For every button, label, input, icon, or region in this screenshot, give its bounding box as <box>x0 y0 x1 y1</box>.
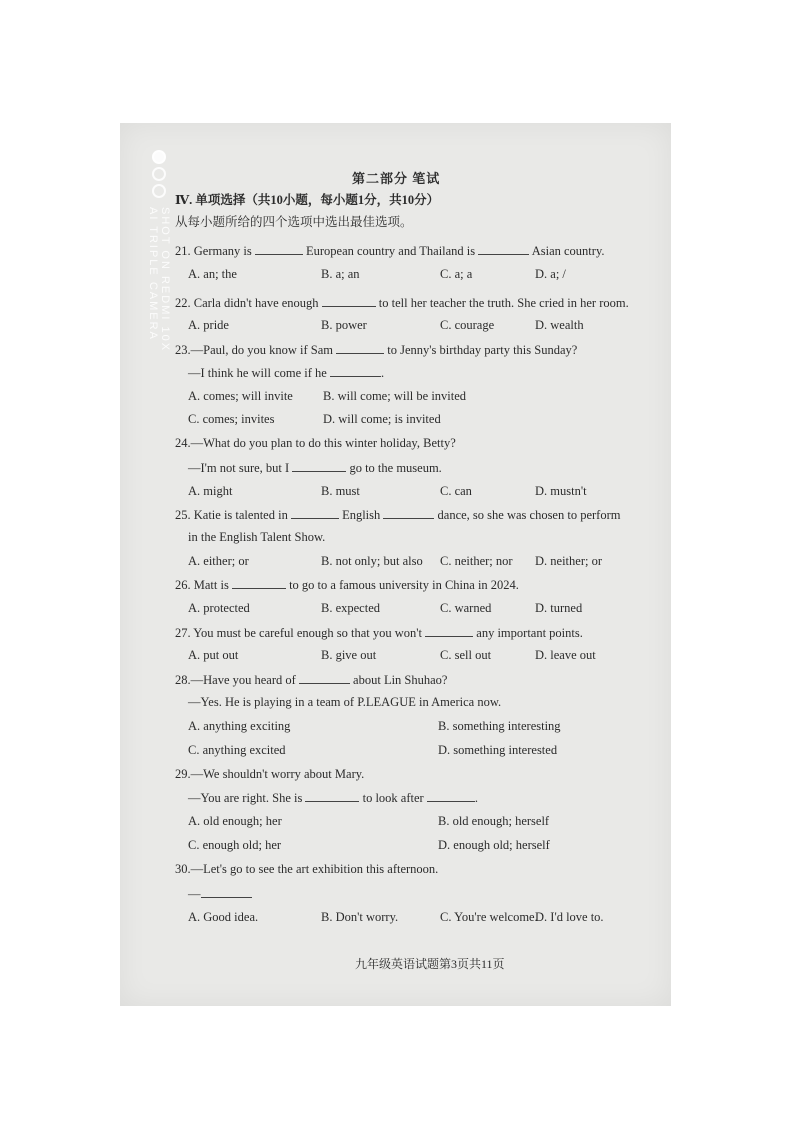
question-reply <box>188 886 252 902</box>
question-stem <box>175 672 447 688</box>
question-text: . <box>380 366 385 380</box>
answer-blank[interactable] <box>383 507 434 519</box>
answer-blank[interactable] <box>425 625 473 637</box>
instruction: 从每小题所给的四个选项中选出最佳选项。 <box>175 215 413 229</box>
answer-blank[interactable] <box>291 507 339 519</box>
question-stem <box>175 295 629 311</box>
answer-option[interactable]: B. something interesting <box>438 719 561 733</box>
question-text: 25. Katie is talented in <box>175 508 291 522</box>
answer-option[interactable]: D. mustn't <box>535 484 587 498</box>
answer-option[interactable]: A. an; the <box>188 267 237 281</box>
question-text: —I think he will come if he <box>188 366 330 380</box>
answer-option[interactable]: C. courage <box>440 318 495 332</box>
question-stem <box>175 767 364 782</box>
answer-option[interactable]: A. protected <box>188 601 250 615</box>
answer-option[interactable]: D. leave out <box>535 648 596 662</box>
watermark-text: SHOT ON REDMI 10X AI TRIPLE CAMERA <box>147 207 171 353</box>
question-reply <box>188 790 478 806</box>
answer-option[interactable]: C. comes; invites <box>188 412 275 426</box>
answer-option[interactable]: A. Good idea. <box>188 910 259 924</box>
question-stem <box>175 625 583 641</box>
answer-option[interactable]: D. enough old; herself <box>438 838 550 852</box>
question-stem <box>175 436 456 451</box>
question-text: any important points. <box>473 626 583 640</box>
answer-option[interactable]: C. sell out <box>440 648 492 662</box>
answer-option[interactable]: B. must <box>321 484 360 498</box>
answer-blank[interactable] <box>322 295 376 307</box>
question-text: to Jenny's birthday party this Sunday? <box>384 343 578 357</box>
answer-blank[interactable] <box>336 342 384 354</box>
answer-option[interactable]: C. warned <box>440 601 492 615</box>
question-text: European country and Thailand is <box>302 244 479 258</box>
answer-option[interactable]: A. old enough; her <box>188 814 282 828</box>
answer-option[interactable]: C. can <box>440 484 472 498</box>
part-title: 第二部分 笔试 <box>352 171 441 186</box>
answer-option[interactable]: D. something interested <box>438 743 558 757</box>
question-text: dance, so she was chosen to perform <box>434 508 621 522</box>
question-text: —I'm not sure, but I <box>188 461 293 475</box>
question-text: 21. Germany is <box>175 244 255 258</box>
answer-blank[interactable] <box>299 672 350 684</box>
page-footer: 九年级英语试题第3页共11页 <box>355 957 505 971</box>
answer-option[interactable]: D. turned <box>535 601 583 615</box>
question-stem <box>175 342 577 358</box>
camera-watermark <box>148 150 170 352</box>
answer-option[interactable]: C. enough old; her <box>188 838 282 852</box>
question-text: to go to a famous university in China in 2024. <box>285 578 519 592</box>
question-text: Asian country. <box>529 244 605 258</box>
question-text: English <box>338 508 384 522</box>
question-reply <box>188 695 501 710</box>
question-text: 30.—Let's go to see the art exhibition this afternoon. <box>175 862 439 876</box>
section-title: Ⅳ. 单项选择（共10小题，每小题1分，共10分） <box>175 193 440 207</box>
answer-blank[interactable] <box>232 577 286 589</box>
question-text: 29.—We shouldn't worry about Mary. <box>175 767 365 781</box>
question-text: 27. You must be careful enough so that you won't <box>175 626 426 640</box>
question-text: —You are right. She is <box>188 791 306 805</box>
question-text: —Yes. He is playing in a team of P.LEAGUE in America now. <box>188 695 502 709</box>
question-stem <box>175 243 605 259</box>
watermark-dot-icon <box>152 184 166 198</box>
question-text: go to the museum. <box>346 461 442 475</box>
question-stem <box>175 577 519 593</box>
answer-option[interactable]: A. either; or <box>188 554 249 568</box>
question-reply <box>188 460 442 476</box>
watermark-dot-icon <box>152 167 166 181</box>
question-text: — <box>188 887 201 901</box>
answer-option[interactable]: B. not only; but also <box>321 554 423 568</box>
question-text: 26. Matt is <box>175 578 232 592</box>
question-text: to tell her teacher the truth. She cried in her room. <box>375 296 629 310</box>
answer-option[interactable]: A. might <box>188 484 233 498</box>
answer-option[interactable]: C. a; a <box>440 267 473 281</box>
question-stem <box>175 862 438 877</box>
answer-option[interactable]: A. pride <box>188 318 229 332</box>
answer-blank[interactable] <box>201 886 252 898</box>
answer-option[interactable]: B. will come; will be invited <box>323 389 467 403</box>
answer-option[interactable]: D. neither; or <box>535 554 602 568</box>
answer-blank[interactable] <box>427 790 475 802</box>
answer-option[interactable]: B. expected <box>321 601 381 615</box>
answer-blank[interactable] <box>478 243 529 255</box>
answer-option[interactable]: A. anything exciting <box>188 719 291 733</box>
answer-option[interactable]: D. wealth <box>535 318 584 332</box>
question-text: about Lin Shuhao? <box>349 673 448 687</box>
question-text: to look after <box>359 791 427 805</box>
answer-option[interactable]: A. put out <box>188 648 239 662</box>
answer-option[interactable]: B. a; an <box>321 267 360 281</box>
answer-option[interactable]: D. I'd love to. <box>535 910 604 924</box>
question-reply <box>188 365 384 381</box>
answer-blank[interactable] <box>255 243 303 255</box>
answer-blank[interactable] <box>305 790 359 802</box>
answer-option[interactable]: B. power <box>321 318 367 332</box>
answer-option[interactable]: D. will come; is invited <box>323 412 441 426</box>
answer-option[interactable]: C. neither; nor <box>440 554 513 568</box>
answer-option[interactable]: C. You're welcome. <box>440 910 538 924</box>
question-text: . <box>474 791 478 805</box>
answer-option[interactable]: B. give out <box>321 648 377 662</box>
answer-option[interactable]: A. comes; will invite <box>188 389 293 403</box>
answer-blank[interactable] <box>292 460 346 472</box>
answer-blank[interactable] <box>330 365 381 377</box>
question-continuation: in the English Talent Show. <box>188 530 326 544</box>
question-stem <box>175 507 620 523</box>
answer-option[interactable]: C. anything excited <box>188 743 286 757</box>
question-text: 24.—What do you plan to do this winter holiday, Betty? <box>175 436 456 450</box>
answer-option[interactable]: B. old enough; herself <box>438 814 550 828</box>
answer-option[interactable]: D. a; / <box>535 267 566 281</box>
question-text: 22. Carla didn't have enough <box>175 296 322 310</box>
question-text: 28.—Have you heard of <box>175 673 299 687</box>
answer-option[interactable]: B. Don't worry. <box>321 910 399 924</box>
question-text: 23.—Paul, do you know if Sam <box>175 343 337 357</box>
watermark-dot-icon <box>152 150 166 164</box>
